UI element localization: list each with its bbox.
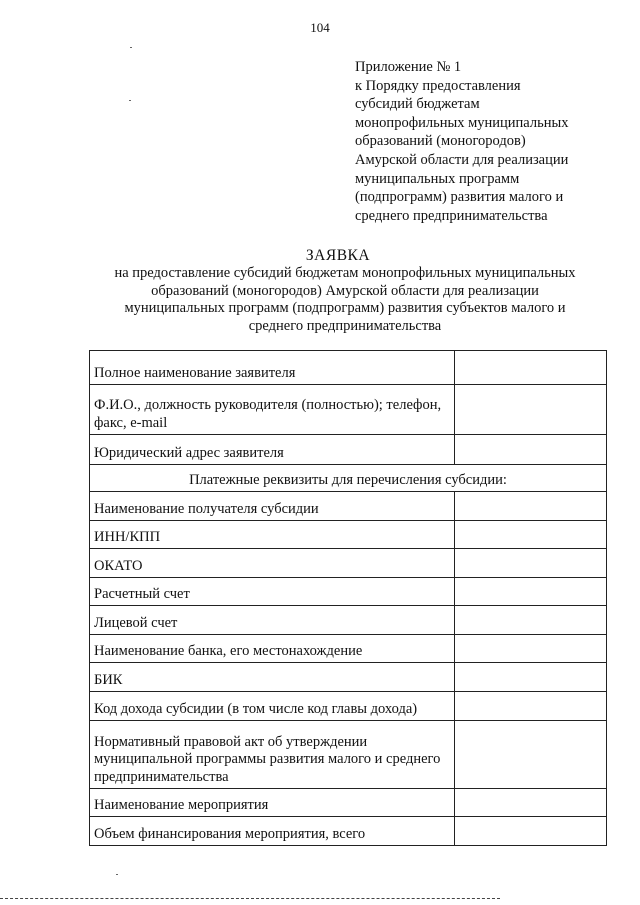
scan-speck — [129, 100, 131, 101]
row-value-field[interactable] — [455, 435, 607, 465]
table-row — [90, 789, 607, 817]
section-heading: Платежные реквизиты для перечисления субсидии: — [90, 465, 607, 492]
application-form-table — [89, 350, 607, 846]
table-row — [90, 521, 607, 549]
row-label: Наименование мероприятия — [90, 789, 455, 817]
table-row — [90, 721, 607, 789]
row-label: Лицевой счет — [90, 606, 455, 635]
row-value-field[interactable] — [455, 549, 607, 578]
table-row — [90, 692, 607, 721]
row-value-field[interactable] — [455, 492, 607, 521]
table-row — [90, 549, 607, 578]
appendix-header — [355, 58, 615, 225]
page-bottom-rule — [0, 898, 500, 899]
appendix-line: Приложение № 1 — [355, 59, 462, 75]
table-row — [90, 578, 607, 606]
row-value-field[interactable] — [455, 817, 607, 846]
subtitle-line: муниципальных программ (подпрограмм) развития субъектов малого и — [124, 300, 566, 316]
appendix-line: субсидий бюджетам — [355, 96, 480, 113]
row-value-field[interactable] — [455, 663, 607, 692]
table-row — [90, 817, 607, 846]
row-label: Полное наименование заявителя — [90, 351, 455, 385]
subtitle-line: образований (моногородов) Амурской области для реализации — [151, 282, 539, 299]
row-value-field[interactable] — [455, 789, 607, 817]
table-section-row — [90, 465, 607, 492]
subtitle-line: на предоставление субсидий бюджетам монопрофильных муниципальных — [114, 265, 576, 281]
row-value-field[interactable] — [455, 721, 607, 789]
table-row — [90, 385, 607, 435]
row-value-field[interactable] — [455, 606, 607, 635]
table-row — [90, 606, 607, 635]
row-label: Объем финансирования мероприятия, всего — [90, 817, 455, 846]
table-row — [90, 492, 607, 521]
row-value-field[interactable] — [455, 351, 607, 385]
appendix-line: среднего предпринимательства — [355, 207, 548, 224]
table-row — [90, 351, 607, 385]
row-label: БИК — [90, 663, 455, 692]
row-value-field[interactable] — [455, 635, 607, 663]
row-label: Ф.И.О., должность руководителя (полностью); телефон, факс, e-mail — [90, 385, 455, 435]
appendix-line: к Порядку предоставления — [355, 77, 521, 94]
row-label: Юридический адрес заявителя — [90, 435, 455, 465]
scan-speck — [130, 47, 132, 48]
table-row — [90, 635, 607, 663]
appendix-line: Амурской области для реализации — [355, 151, 569, 168]
appendix-line: муниципальных программ — [355, 170, 520, 187]
row-value-field[interactable] — [455, 692, 607, 721]
page-number: 104 — [310, 20, 330, 35]
document-subtitle — [95, 265, 595, 335]
row-label: Код дохода субсидии (в том числе код главы дохода) — [90, 692, 455, 721]
row-value-field[interactable] — [455, 385, 607, 435]
row-label: Наименование получателя субсидии — [90, 492, 455, 521]
row-label: Расчетный счет — [90, 578, 455, 606]
row-value-field[interactable] — [455, 578, 607, 606]
appendix-line: (подпрограмм) развития малого и — [355, 189, 564, 206]
appendix-line: монопрофильных муниципальных — [355, 114, 569, 131]
row-label: Нормативный правовой акт об утверждении муниципальной программы развития малого и среднего предпринимательства — [90, 721, 455, 789]
appendix-line: образований (моногородов) — [355, 133, 526, 150]
row-value-field[interactable] — [455, 521, 607, 549]
document-title: ЗАЯВКА — [305, 247, 371, 264]
table-row — [90, 435, 607, 465]
table-row — [90, 663, 607, 692]
row-label: ОКАТО — [90, 549, 455, 578]
scan-speck — [116, 874, 118, 875]
row-label: Наименование банка, его местонахождение — [90, 635, 455, 663]
row-label: ИНН/КПП — [90, 521, 455, 549]
subtitle-line: среднего предпринимательства — [248, 317, 442, 334]
